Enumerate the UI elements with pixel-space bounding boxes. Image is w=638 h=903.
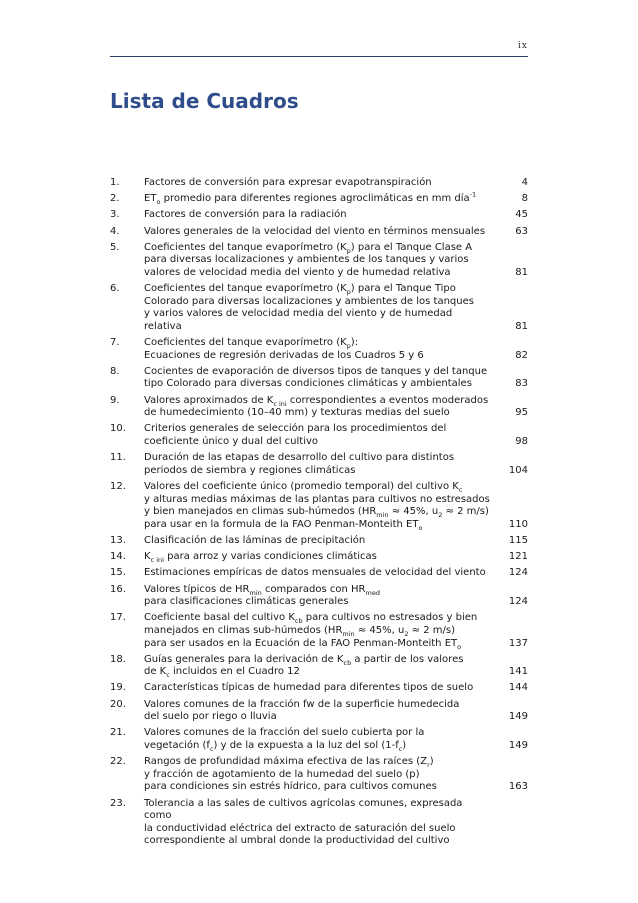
toc-entry-text-line: correspondiente al umbral donde la productividad del cultivo [144, 835, 450, 847]
toc-entry-text-line: de $K_c$ incluidos en el Cuadro 12 [144, 666, 300, 680]
toc-entry [110, 699, 528, 724]
toc-entry-text-line: para condiciones sin estrés hídrico, para cultivos comunes [144, 781, 437, 793]
toc-entry-number: 8. [110, 365, 120, 377]
toc-entry-text-line: periodos de siembra y regiones climáticas [144, 464, 356, 476]
toc-entry [110, 337, 528, 362]
toc-entry-text-line: del suelo por riego o lluvia [144, 711, 277, 723]
toc-entry-text-line: Valores comunes de la fracción del suelo cubierta por la [144, 727, 425, 739]
toc-entry [110, 209, 528, 222]
toc-entry-text-line: Valores aproximados de $K_{c ini}$ correspondientes a eventos moderados [144, 394, 489, 408]
toc-entry-text-line: Ecuaciones de regresión derivadas de los Cuadros 5 y 6 [144, 349, 424, 361]
toc-entry-text-line: para clasificaciones climáticas generales [144, 596, 349, 608]
toc-entry-page: 115 [508, 534, 528, 546]
toc-entry [110, 798, 528, 848]
page-number: ix [518, 41, 528, 51]
toc-entry-number: 12. [110, 481, 126, 492]
toc-entry [110, 366, 528, 391]
toc-entry-text-line: Características típicas de humedad para diferentes tipos de suelo [144, 682, 474, 694]
toc-entry-page: 8 [521, 193, 528, 205]
toc-entry [110, 177, 528, 190]
toc-entry-page: 144 [508, 682, 528, 694]
toc-entry-page: 110 [508, 518, 528, 530]
toc-entry-text-line: Valores típicos de $HR_{min}$ comparados con $HR_{med}$ [144, 583, 380, 597]
toc-entry-text-line: tipo Colorado para diversas condiciones climáticas y ambientales [144, 378, 472, 390]
toc-entry [110, 481, 528, 531]
toc-entry [110, 727, 528, 752]
toc-entry [110, 584, 528, 609]
toc-entry-text-line: Guías generales para la derivación de $K_{cb}$ a partir de los valores [144, 653, 464, 667]
toc-entry [110, 242, 528, 280]
toc-entry-text-line: Colorado para diversas localizaciones y ambientes de los tanques [144, 295, 474, 307]
toc-entry-number: 15. [110, 567, 126, 579]
toc-entry-page: 141 [508, 666, 528, 678]
toc-entry-text-line: Factores de conversión para expresar evapotranspiración [144, 177, 432, 188]
toc-entry-page: 121 [508, 551, 528, 563]
toc-entry-page: 149 [508, 740, 528, 752]
toc-entry [110, 452, 528, 477]
toc-entry-text-line: y alturas medias máximas de las plantas para cultivos no estresados [144, 493, 490, 505]
toc-entry-number: 2. [110, 193, 120, 205]
toc-entry [110, 283, 528, 333]
toc-entry [110, 567, 528, 580]
toc-entry-number: 11. [110, 452, 126, 464]
toc-entry-page: 82 [515, 349, 528, 361]
toc-entry-text-line: Coeficiente basal del cultivo $K_{cb}$ para cultivos no estresados y bien [144, 612, 478, 626]
toc-entry-number: 4. [110, 225, 120, 237]
toc-entry-number: 14. [110, 551, 126, 563]
toc-entry-text-line: Estimaciones empíricas de datos mensuales de velocidad del viento [144, 567, 486, 579]
toc-entry-page: 81 [515, 320, 528, 332]
toc-entry-text-line: la conductividad eléctrica del extracto de saturación del suelo [144, 822, 456, 834]
toc-entry [110, 395, 528, 420]
table-list [110, 177, 528, 852]
toc-entry-number: 23. [110, 797, 126, 809]
toc-entry-text-line: vegetación $(f_c)$ y de la expuesta a la luz del sol $(1-f_c)$ [144, 740, 407, 754]
toc-entry [110, 190, 528, 207]
toc-entry-text-line: Rangos de profundidad máxima efectiva de las raíces $(Z_r)$ [144, 756, 434, 770]
toc-entry-text-line: Coeficientes del tanque evaporímetro $(K_p)$ para el Tanque Clase A [144, 241, 473, 255]
toc-entry-page: 124 [508, 567, 528, 579]
toc-entry-number: 22. [110, 756, 126, 768]
toc-entry-number: 10. [110, 423, 126, 435]
toc-entry-text-line: Coeficientes del tanque evaporímetro $(K_p)$: [144, 337, 359, 351]
toc-entry-page: 63 [515, 225, 528, 237]
toc-entry-text-line: para diversas localizaciones y ambientes de los tanques y varios [144, 254, 469, 266]
toc-entry-page: 137 [508, 637, 528, 649]
toc-entry-number: 18. [110, 653, 126, 665]
toc-entry [110, 551, 528, 564]
toc-entry-page: 149 [508, 711, 528, 723]
toc-entry-text-line: para usar en la formula de la FAO Penman-Monteith $ET_o$ [144, 518, 423, 532]
header-rule [110, 56, 528, 57]
toc-entry-text-line: valores de velocidad media del viento y de humedad relativa [144, 266, 451, 278]
toc-entry [110, 682, 528, 695]
toc-entry-number: 20. [110, 698, 126, 710]
toc-entry-text-line: Valores generales de la velocidad del viento en términos mensuales [144, 225, 486, 237]
toc-entry-page: 124 [508, 596, 528, 608]
toc-entry-number: 5. [110, 241, 120, 253]
toc-entry-text-line: Duración de las etapas de desarrollo del cultivo para distintos [144, 452, 455, 464]
toc-entry [110, 535, 528, 548]
toc-entry-number: 1. [110, 177, 120, 188]
toc-entry-number: 13. [110, 534, 126, 546]
toc-entry [110, 226, 528, 239]
toc-entry-text-line: Criterios generales de selección para los procedimientos del [144, 423, 447, 435]
toc-entry-text-line: y varios valores de velocidad media del viento y de humedad relativa [144, 308, 453, 332]
toc-entry-page: 98 [515, 436, 528, 448]
toc-entry-page: 83 [515, 378, 528, 390]
toc-entry-text-line: $K_{c ini}$ para arroz y varias condiciones climáticas [144, 551, 377, 565]
toc-entry-text-line: coeficiente único y dual del cultivo [144, 436, 319, 448]
toc-entry-number: 7. [110, 337, 120, 349]
toc-entry-text-line: Tolerancia a las sales de cultivos agrícolas comunes, expresada como [144, 797, 463, 822]
toc-entry-text-line: Factores de conversión para la radiación [144, 209, 347, 221]
page-title: Lista de Cuadros [110, 89, 299, 113]
toc-entry-page: 81 [515, 266, 528, 278]
toc-entry-text-line: Coeficientes del tanque evaporímetro $(K_p)$ para el Tanque Tipo [144, 283, 456, 297]
toc-entry-number: 17. [110, 612, 126, 624]
toc-entry-text-line: para ser usados en la Ecuación de la FAO Penman-Monteith $ET_o$ [144, 637, 462, 651]
toc-entry-page: 95 [515, 407, 528, 419]
toc-entry-text-line: de humedecimiento (10–40 mm) y texturas medias del suelo [144, 407, 450, 419]
toc-entry-number: 19. [110, 682, 126, 694]
toc-entry-text-line: y bien manejados en climas sub-húmedos ($HR_{min} \approx 45\%$, $u_2 \approx 2$ m/s) [144, 506, 489, 520]
toc-entry-number: 6. [110, 283, 120, 295]
toc-entry-page: 104 [508, 464, 528, 476]
toc-entry-page: 45 [515, 209, 528, 221]
toc-entry-text-line: y fracción de agotamiento de la humedad del suelo (p) [144, 768, 420, 780]
toc-entry-number: 3. [110, 209, 120, 221]
toc-entry-text-line: Valores comunes de la fracción fw de la superficie humedecida [144, 698, 460, 710]
toc-entry-text-line: Valores del coeficiente único (promedio temporal) del cultivo $K_c$ [144, 481, 463, 494]
toc-entry-number: 16. [110, 583, 126, 595]
toc-entry [110, 654, 528, 679]
toc-entry [110, 612, 528, 650]
toc-entry-number: 9. [110, 394, 120, 406]
toc-entry-page: 163 [508, 781, 528, 793]
toc-entry [110, 756, 528, 794]
toc-entry-text-line: Cocientes de evaporación de diversos tipos de tanques y del tanque [144, 365, 488, 377]
toc-entry-text-line: manejados en climas sub-húmedos ($HR_{min} \approx 45\%$, $u_2 \approx 2$ m/s) [144, 624, 455, 638]
toc-entry [110, 423, 528, 448]
toc-entry-text-line: $ET_o$ promedio para diferentes regiones agroclimáticas en mm día$^{-1}$ [144, 190, 477, 207]
toc-entry-text-line: Clasificación de las láminas de precipitación [144, 534, 366, 546]
toc-entry-page: 4 [521, 177, 528, 188]
toc-entry-number: 21. [110, 727, 126, 739]
